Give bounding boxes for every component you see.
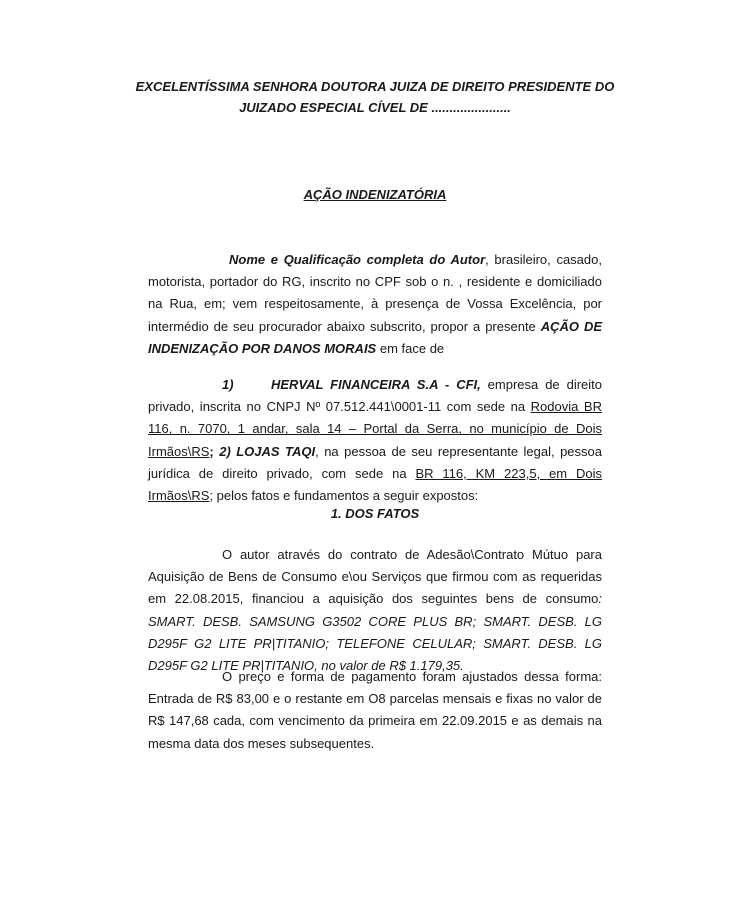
defendants-closing: ; pelos fatos e fundamentos a seguir expostos:	[209, 488, 479, 504]
defendant-2-name: 2) LOJAS TAQI	[213, 443, 316, 459]
document-title: AÇÃO INDENIZATÓRIA	[303, 187, 447, 202]
defendant-1-name: HERVAL FINANCEIRA S.A - CFI,	[271, 377, 481, 392]
qualification-text: , brasileiro, casado, motorista, portador do RG, inscrito no CPF sob o n. , residente e domiciliado na Rua, em; vem respeitosamente, à presença de Vossa Excelência, por intermédio de seu procurador abaixo subscrito, propor a presente	[148, 252, 602, 334]
author-name: Nome e Qualificação completa do Autor	[229, 252, 486, 267]
court-address-line-1: EXCELENTÍSSIMA SENHORA DOUTORA JUIZA DE DIREITO PRESIDENTE DO	[135, 79, 615, 94]
facts-paragraph-2	[148, 666, 602, 755]
defendant-2-text: , na pessoa de seu representante legal, pessoa jurídica de direito privado, com sede na	[148, 443, 602, 481]
court-address	[0, 76, 750, 118]
facts-paragraph-1	[148, 544, 602, 677]
qualification-paragraph	[148, 249, 602, 360]
defendants-paragraph	[148, 374, 602, 507]
facts-paragraph-2-text: O preço e forma de pagamento foram ajustados dessa forma: Entrada de R$ 83,00 e o restante em O8 parcelas mensais e fixas no valor de R$ 147,68 cada, com vencimento da primeira em 22.09.2015 e as demais na mesma data dos meses subsequentes.	[148, 669, 602, 751]
defendant-number: 1)	[222, 377, 234, 392]
defendant-1-text: empresa de direito privado, inscrita no CNPJ Nº 07.512.441\0001-11 com sede na	[148, 377, 603, 415]
action-name: AÇÃO DE INDENIZAÇÃO POR DANOS MORAIS	[148, 318, 603, 356]
facts-paragraph-1-items: : SMART. DESB. SAMSUNG G3502 CORE PLUS BR; SMART. DESB. LG D295F G2 LITE PR|TITANIO; TELEFONE CELULAR; SMART. DESB. LG D295F G2 LITE PR|TITANIO, no valor de R$ 1.179,35.	[148, 591, 602, 674]
defendant-2-address: BR 116, KM 223,5, em Dois Irmãos\RS	[148, 465, 602, 504]
qualification-text-end: em face de	[376, 340, 445, 356]
separator: ;	[209, 443, 214, 459]
court-address-line-2: JUIZADO ESPECIAL CÍVEL DE ......................	[239, 100, 511, 115]
section-title-facts: 1. DOS FATOS	[330, 506, 420, 521]
facts-paragraph-1-text: O autor através do contrato de Adesão\Contrato Mútuo para Aquisição de Bens de Consumo e\ou Serviços que firmou com as requeridas em 22.08.2015, financiou a aquisição dos seguintes bens de consumo	[148, 547, 602, 607]
defendant-1-address: Rodovia BR 116, n. 7070, 1 andar, sala 14 – Portal da Serra, no município de Dois Irmãos\RS	[148, 399, 602, 459]
